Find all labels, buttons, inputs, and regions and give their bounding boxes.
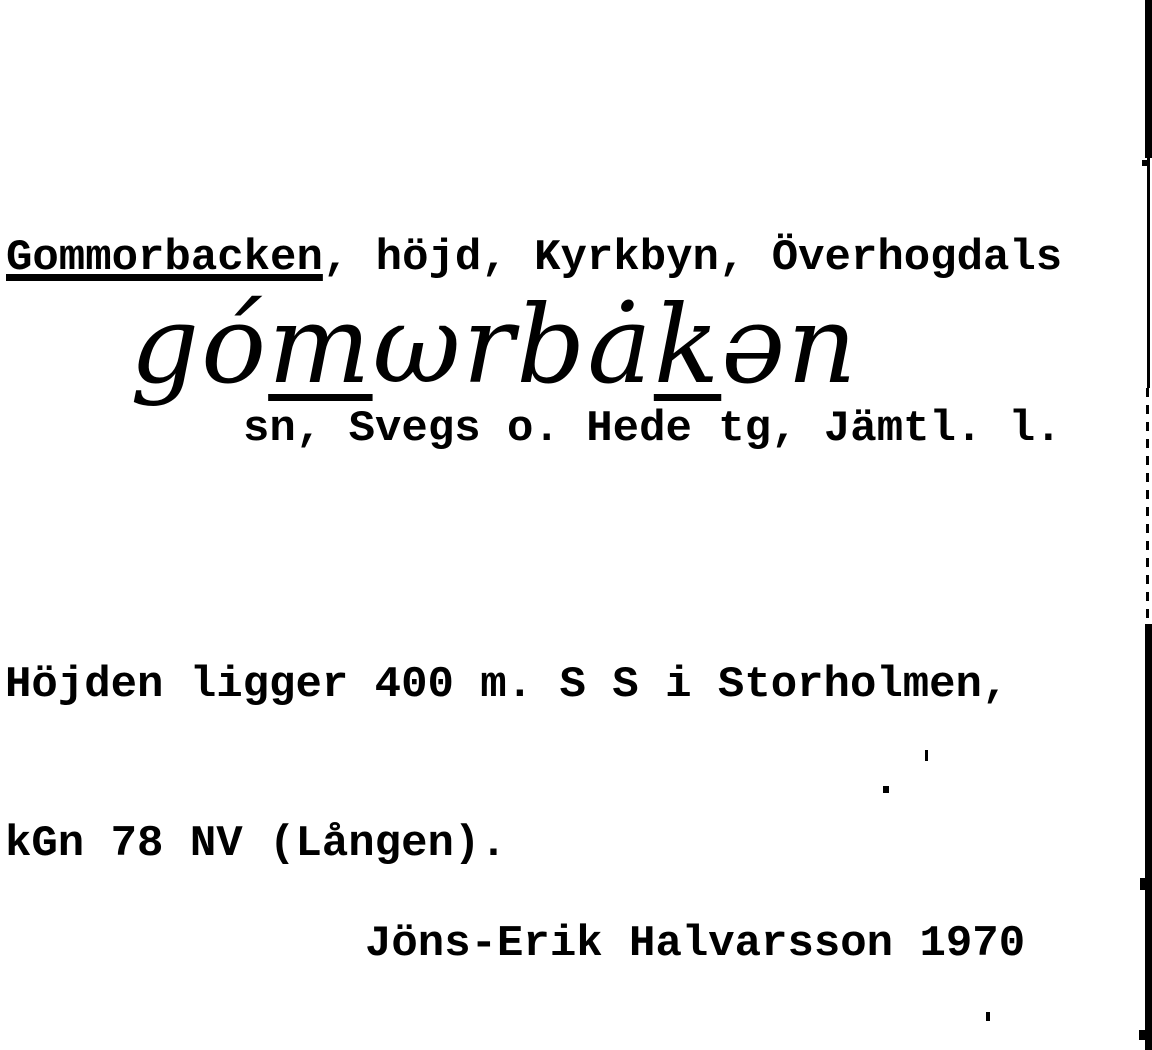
phonetic-part-1: gó xyxy=(130,283,269,408)
phonetic-part-3: ən xyxy=(721,283,859,408)
scan-edge-notch xyxy=(1142,160,1147,166)
place-name: Gommorbacken xyxy=(6,233,323,283)
scan-edge-notch xyxy=(1139,1030,1145,1040)
recorder-signature: Jöns-Erik Halvarsson 1970 xyxy=(365,919,1026,969)
header-line-2: sn, Svegs o. Hede tg, Jämtl. l. xyxy=(243,404,1062,454)
scan-speck xyxy=(925,750,928,761)
phonetic-part-2: ωrbȧ xyxy=(372,283,654,408)
scan-edge-notch xyxy=(1140,878,1145,890)
scan-edge-bar-top xyxy=(1145,0,1152,158)
phonetic-underlined-k: k xyxy=(653,283,722,408)
scan-speck xyxy=(883,786,889,793)
location-note xyxy=(5,553,1008,977)
location-note-line-2: kGn 78 NV (Lången). xyxy=(5,819,507,869)
place-descriptors: , höjd, Kyrkbyn, Överhogdals xyxy=(322,233,1063,283)
phonetic-underlined-m: m xyxy=(268,283,373,408)
location-note-line-1: Höjden ligger 400 m. S S i Storholmen, xyxy=(5,660,1009,710)
scan-edge-line-dashed xyxy=(1146,388,1149,624)
scan-speck xyxy=(986,1012,990,1021)
phonetic-transcription xyxy=(130,283,859,408)
header-line-1 xyxy=(6,230,1062,287)
scan-edge-line-thin xyxy=(1147,158,1150,388)
scan-edge-bar-bottom xyxy=(1145,624,1152,1050)
